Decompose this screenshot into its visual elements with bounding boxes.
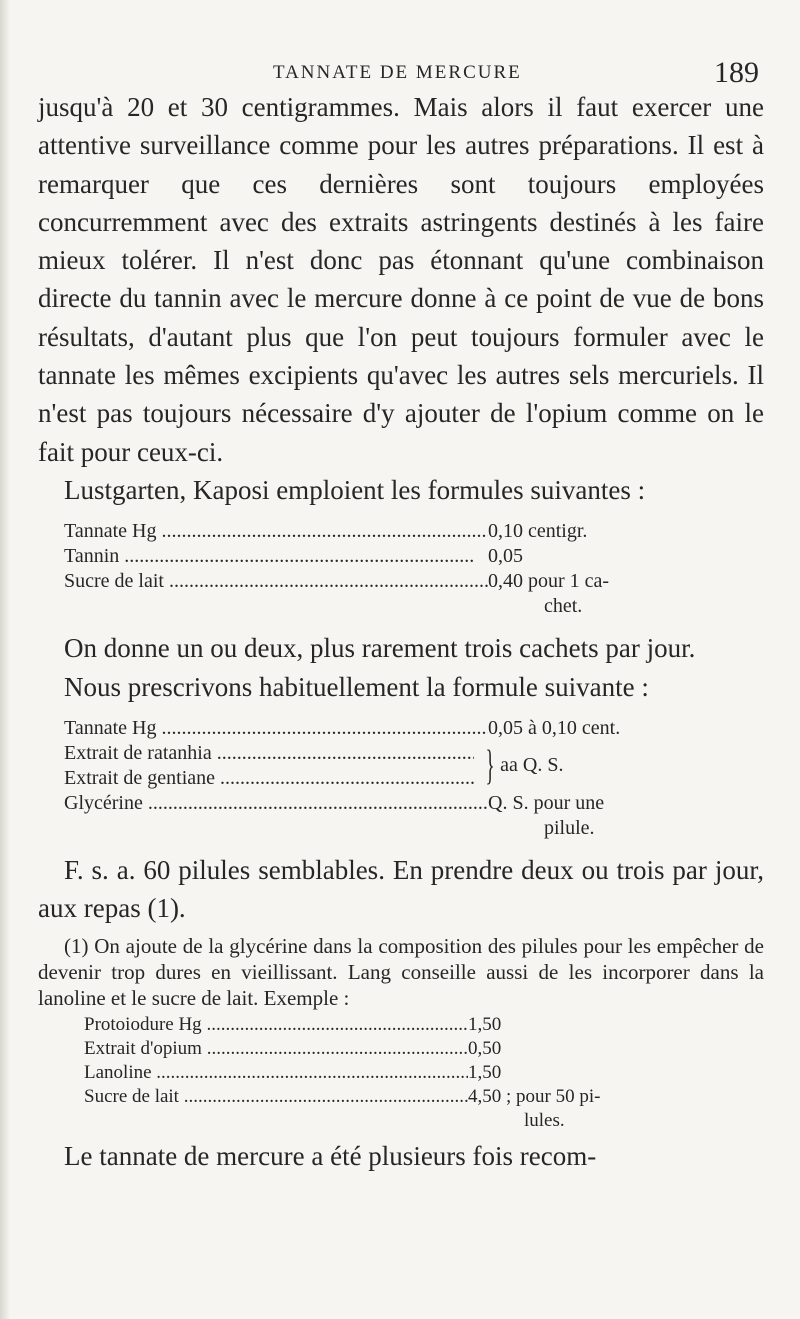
- formula-grouped-rows: [64, 741, 754, 791]
- ingredient-dose: 0,10 centigr.: [488, 520, 588, 543]
- formula-pilules: [64, 716, 754, 841]
- paragraph-1: jusqu'à 20 et 30 centigrammes. Mais alors il faut exercer une attentive surveillance comme pour les autres préparations. Il est à remarquer que ces dernières sont toujours employées concurremment avec des extraits astringents destinés à les faire mieux tolérer. Il n'est donc pas étonnant qu'une combinaison directe du tannin avec le mercure donne à ce point de vue de bons résultats, d'autant plus que l'on peut toujours formuler avec le tannate les mêmes excipients qu'avec les autres sels mercuriels. Il n'est pas toujours nécessaire d'y ajouter de l'opium comme on le fait pour ceux-ci.: [38, 92, 764, 467]
- formula-row: [64, 791, 754, 816]
- dose-continuation: pilule.: [544, 816, 595, 839]
- ingredient-dose: 0,05 à 0,10 cent.: [488, 716, 621, 739]
- grouped-ingredients: [64, 741, 488, 791]
- paragraph-3: On donne un ou deux, plus rarement trois cachets par jour.: [64, 633, 696, 664]
- formula-row: [84, 1061, 734, 1085]
- ingredient-dose: 1,50: [468, 1014, 502, 1036]
- ingredient-name: Tannate Hg .....: [64, 716, 488, 741]
- ingredient-name: Sucre de lait .....: [84, 1085, 468, 1109]
- formula-row: [84, 1037, 734, 1061]
- ingredient-name: Extrait de ratanhia .....: [64, 741, 474, 766]
- ingredient-dose: 0,40 pour 1 ca-: [488, 570, 610, 593]
- ingredient-name: Glycérine .....: [64, 791, 488, 816]
- paragraph-4: Nous prescrivons habituellement la formule suivante :: [64, 671, 649, 702]
- ingredient-dose: aa Q. S.: [500, 754, 564, 777]
- formula-row: [64, 716, 754, 741]
- formula-row: [84, 1013, 734, 1037]
- formula-row: [84, 1085, 734, 1109]
- ingredient-name: Extrait d'opium .....: [84, 1037, 468, 1061]
- formula-row: [64, 544, 754, 569]
- formula-row: [64, 519, 754, 544]
- ingredient-name: Protoiodure Hg .....: [84, 1013, 468, 1037]
- page-number: 189: [714, 56, 759, 89]
- ingredient-dose: Q. S. pour une: [488, 791, 605, 814]
- dose-continuation: chet.: [544, 595, 583, 618]
- ingredient-dose: 4,50 ; pour 50 pi-: [468, 1086, 601, 1108]
- brace-symbol: }: [485, 742, 495, 789]
- ingredient-name: Tannate Hg .....: [64, 519, 488, 544]
- ingredient-name: Extrait de gentiane .....: [64, 766, 474, 791]
- page-body: [38, 88, 764, 1176]
- ingredient-dose: 0,05: [488, 545, 523, 568]
- ingredient-dose: 1,50: [468, 1062, 502, 1084]
- ingredient-name: Sucre de lait .....: [64, 569, 488, 594]
- dose-continuation: lules.: [524, 1110, 565, 1132]
- ingredient-dose: 0,50: [468, 1038, 502, 1060]
- footnote: (1) On ajoute de la glycérine dans la composition des pilules pour les empêcher de devenir trop dures en vieillissant. Lang conseille aussi de les incorporer dans la lanoline et le sucre de lait. Exemple :: [38, 934, 764, 1011]
- ingredient-name: Tannin .....: [64, 544, 488, 569]
- running-title: TANNATE DE MERCURE: [273, 62, 522, 83]
- formula-row: [64, 569, 754, 594]
- page-binding-shadow: [0, 0, 10, 1319]
- paragraph-2: Lustgarten, Kaposi emploient les formules suivantes :: [64, 474, 646, 505]
- paragraph-5: F. s. a. 60 pilules semblables. En prendre deux ou trois par jour, aux repas (1).: [38, 854, 764, 924]
- formula-cachets: [64, 519, 754, 619]
- ingredient-name: Lanoline .....: [84, 1061, 468, 1085]
- footnote-formula: [84, 1013, 734, 1133]
- last-line: Le tannate de mercure a été plusieurs fois recom-: [64, 1141, 597, 1172]
